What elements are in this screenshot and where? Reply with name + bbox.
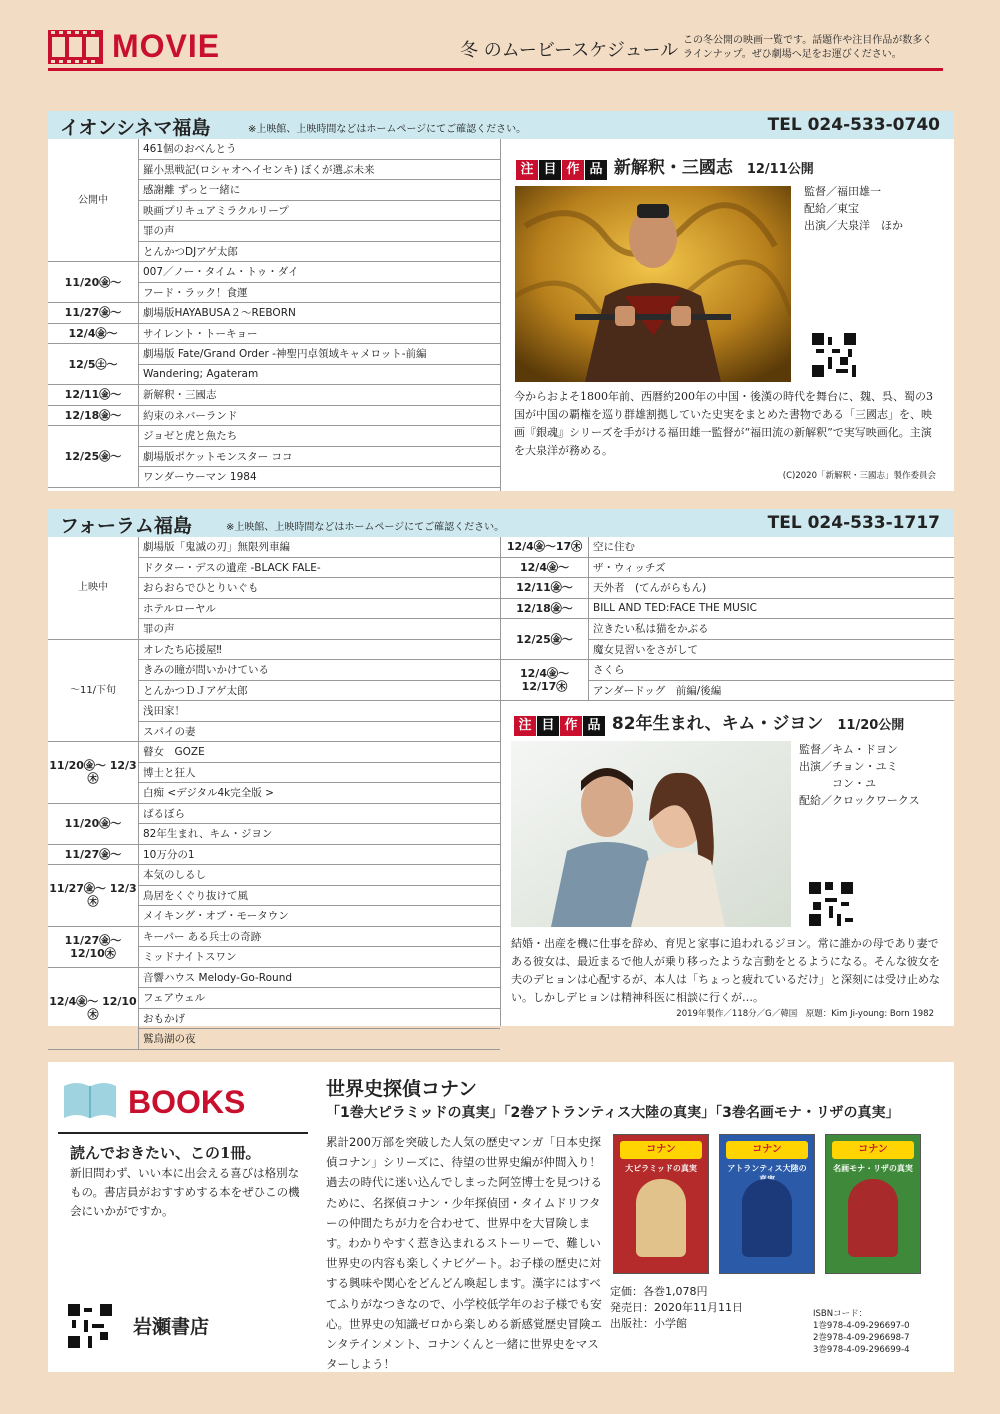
schedule-date: 11/20㊎〜 [48,262,139,303]
movie-title: 浅田家！ [139,701,501,722]
schedule-row [48,426,500,447]
schedule-date: 12/11㊎〜 [48,385,139,406]
book-subtitle: 「1巻大ピラミッドの真実」「2巻アトランティス大陸の真実」「3巻名画モナ・リザの真実」 [326,1105,900,1121]
movie-title: 空に住む [589,537,955,557]
schedule-date: 11/20㊎〜 [48,803,139,844]
featured-badge: 品 [583,716,605,736]
schedule-row [501,619,954,640]
schedule-date: 12/5㊏〜 [48,344,139,385]
schedule-row [48,385,500,406]
movie-title: とんかつDJアゲ太郎 [139,241,501,262]
movie-title: きみの瞳が問いかけている [139,660,501,681]
movie-title: さくら [589,660,955,681]
schedule-row [48,344,500,365]
schedule-date: 11/27㊎〜 [48,303,139,324]
theater-tel[interactable]: TEL 024-533-1717 [767,513,940,533]
forum-schedule-table-right [501,537,954,701]
movie-title: 10万分の1 [139,844,501,865]
movie-title: とんかつＤＪアゲ太郎 [139,680,501,701]
movie-title: 劇場版「鬼滅の刃」無限列車編 [139,537,501,557]
featured-badge: 目 [539,160,561,180]
schedule-date: 12/4㊎〜 [48,323,139,344]
header-description: この冬公開の映画一覧です。話題作や注目作品が数多く ラインナップ。ぜひ劇場へ足をお運びください。 [683,35,933,60]
movie-title: ばるぼら [139,803,501,824]
schedule-date: 11/20㊎〜 12/3㊍ [48,742,139,804]
movie-title: BILL AND TED:FACE THE MUSIC [589,598,955,619]
schedule-row [48,926,500,947]
movie-title: 映画プリキュアミラクルリープ [139,200,501,221]
theater-note: ※上映館、上映時間などはホームページにてご確認ください。 [226,522,505,533]
featured-credits: 監督／キム・ドヨン 出演／チョン・ユミ コン・ユ 配給／クロックワークス [799,743,920,807]
movie-title: Wandering; Agateram [139,364,501,385]
schedule-subtitle: 冬 のムービースケジュール [460,40,679,61]
theater-note: ※上映館、上映時間などはホームページにてご確認ください。 [248,124,527,135]
aeon-schedule-table [48,139,500,488]
schedule-row [48,323,500,344]
movie-title: 鳥居をくぐり抜けて風 [139,885,501,906]
books-panel [48,1062,954,1372]
books-lead: 読んでおきたい、この1冊。 [70,1144,261,1162]
movie-title: 461個のおべんとう [139,139,501,159]
open-book-icon [62,1080,118,1120]
schedule-date: 12/4㊎〜 12/10㊍ [48,967,139,1049]
schedule-row [48,742,500,763]
movie-title: メイキング・オブ・モータウン [139,906,501,927]
qr-code-icon[interactable] [812,333,856,377]
book-cover-vol2: コナン アトランティス大陸の [719,1134,815,1274]
aeon-cinema-header [48,111,954,139]
aeon-cinema-panel [48,111,954,491]
book-title: 世界史探偵コナン [326,1078,478,1100]
movie-title: フェアウェル [139,988,501,1009]
movie-title: 本気のしるし [139,865,501,886]
schedule-row [501,537,954,557]
schedule-date: 12/18㊎〜 [48,405,139,426]
movie-logo [48,28,243,68]
schedule-date: 12/4㊎〜 [501,557,589,578]
featured-release-date: 12/11公開 [746,162,814,177]
book-isbn: ISBNコード： 1巻978-4-09-296697-0 2巻978-4-09-296698-7 3巻978-4-09-296699-4 [813,1309,910,1355]
movie-title: おらおらでひとりいぐも [139,578,501,599]
schedule-date: 11/27㊎〜 12/10㊍ [48,926,139,967]
theater-name: フォーラム福島 [60,515,192,537]
movie-title: 劇場版HAYABUSA２〜REBORN [139,303,501,324]
film-strip-icon [48,30,103,64]
movie-title: スパイの妻 [139,721,501,742]
movie-title: 感謝離 ずっと一緒に [139,180,501,201]
movie-title: ワンダーウーマン 1984 [139,467,501,488]
featured-synopsis: 結婚・出産を機に仕事を辞め、育児と家事に追われるジヨン。常に誰かの母であり妻である彼女は、最近まるで他人が乗り移ったような言動をとるようになる。そんな彼女を夫のデヒョンは心配するが、本人は「ちょっと疲れているだけ」と深刻には受け止めない。しかしデヒョンは精神科医に相談に行くが…。 [511,937,940,1004]
schedule-date: 11/27㊎〜 [48,844,139,865]
featured-poster-image [515,186,791,382]
schedule-date: 12/25㊎〜 [501,619,589,660]
schedule-row [48,537,500,557]
featured-badge: 注 [516,160,538,180]
schedule-row [48,967,500,988]
movie-title: ドクター・デスの遺産 -BLACK FALE- [139,557,501,578]
movie-title: 瞽女 GOZE [139,742,501,763]
movie-title: アンダードッグ 前編/後編 [589,680,955,701]
movie-title: 博士と狂人 [139,762,501,783]
schedule-row [48,303,500,324]
books-intro: 新旧問わず、いい本に出会える喜びは格別なもの。書店員がおすすめする本をぜひこの機会にいかがですか。 [70,1166,300,1218]
movie-title: ジョゼと虎と魚たち [139,426,501,447]
movie-title: 82年生まれ、キム・ジヨン [139,824,501,845]
featured-release-date: 11/20公開 [837,718,905,733]
bookstore-name: 岩瀬書店 [133,1316,210,1338]
movie-title: 音響ハウス Melody-Go-Round [139,967,501,988]
qr-code-icon[interactable] [809,882,853,926]
header-rule [48,68,943,71]
book-description: 累計200万部を突破した人気の歴史マンガ「日本史探偵コナン」シリーズに、待望の世界史編が仲間入り！過去の時代に迷い込んでしまった阿笠博士を見つけるために、名探偵コナン・少年探偵団・タイムドリフターの仲間たちが力を合わせて、世界中を大冒険します。わかりやすく惹き込まれるストーリーで、難しい世界史の内容も楽しくナビゲート。お子様の歴史に対する興味や関心をどんどん喚起します。漢字にはすべてふりがなつきなので、小学校低学年のお子様でも安心。世界史の知識ゼロから楽しめる新感覚歴史冒険エンタテインメント、コナンくんと一緒に世界史をマスターしよう！ [326,1135,602,1372]
forum-fukushima-panel [48,509,954,1046]
schedule-row [501,557,954,578]
schedule-row [501,598,954,619]
schedule-row [501,660,954,681]
movie-title: おもかげ [139,1008,501,1029]
movie-title: 羅小黒戦記(ロシャオヘイセンキ) ぼくが選ぶ未来 [139,159,501,180]
schedule-date: 公開中 [48,139,139,262]
aeon-featured-heading [516,153,814,180]
theater-tel[interactable]: TEL 024-533-0740 [767,115,940,135]
schedule-date: 12/25㊎〜 [48,426,139,488]
schedule-row [501,578,954,599]
featured-credits: 監督／福田雄一 配給／東宝 出演／大泉洋 ほか [804,185,903,232]
movie-title: 泣きたい私は猫をかぶる [589,619,955,640]
movie-title: ミッドナイトスワン [139,947,501,968]
movie-title: 劇場版 Fate/Grand Order -神聖円卓領域キャメロット-前編 [139,344,501,365]
movie-title: 劇場版ポケットモンスター ココ [139,446,501,467]
movie-title: フード・ラック！食運 [139,282,501,303]
schedule-date: 〜11/下旬 [48,639,139,742]
books-heading: BOOKS [128,1084,246,1120]
featured-synopsis: 今からおよそ1800年前、西暦約200年の中国・後漢の時代を舞台に、魏、呉、蜀の3国が中国の覇権を巡り群雄割拠していた史実をまとめた書物である「三國志」を、映画『銀魂』シリーズを手がける福田雄一監督が“福田流の新解釈”で実写映画化。主演を大泉洋が務める。 [514,390,933,457]
movie-title: 白痴 <デジタル4k完全版 > [139,783,501,804]
schedule-row [48,844,500,865]
forum-header [48,509,954,537]
featured-poster-image [511,741,791,927]
movie-title: サイレント・トーキョー [139,323,501,344]
featured-copyright: (C)2020「新解釈・三國志」製作委員会 [782,471,936,481]
featured-badge: 注 [514,716,536,736]
movie-title: 罪の声 [139,619,501,640]
forum-schedule-table-left [48,537,500,1050]
featured-title: 新解釈・三國志 [613,158,733,178]
movie-title: 新解釈・三國志 [139,385,501,406]
schedule-date: 12/18㊎〜 [501,598,589,619]
movie-title: ホテルローヤル [139,598,501,619]
schedule-date: 上映中 [48,537,139,639]
books-rule [58,1132,308,1134]
qr-code-icon[interactable] [68,1304,112,1348]
featured-title: 82年生まれ、キム・ジヨン [611,714,824,734]
movie-title: 魔女見習いをさがして [589,639,955,660]
theater-name: イオンシネマ福島 [60,117,211,139]
movie-title: 罪の声 [139,221,501,242]
book-cover-vol3: コナン 名画モナ・リザの真実 [825,1134,921,1274]
schedule-date: 12/11㊎〜 [501,578,589,599]
featured-production-info: 2019年製作／118分／G／韓国 原題：Kim Ji-young: Born 1982 [676,1009,934,1019]
movie-title: 007／ノー・タイム・トゥ・ダイ [139,262,501,283]
movie-title: 天外者 (てんがらもん) [589,578,955,599]
movie-title: オレたち応援屋‼ [139,639,501,660]
schedule-row [48,803,500,824]
featured-badge: 品 [585,160,607,180]
featured-badge: 目 [537,716,559,736]
movie-heading: MOVIE [112,28,221,64]
column-divider [500,139,501,491]
schedule-date: 11/27㊎〜 12/3㊍ [48,865,139,927]
movie-title: ザ・ウィッチズ [589,557,955,578]
schedule-date: 12/4㊎〜 12/17㊍ [501,660,589,701]
schedule-row [48,405,500,426]
schedule-date: 12/4㊎〜17㊍ [501,537,589,557]
schedule-row [48,139,500,159]
book-info: 定価：各巻1,078円 発売日：2020年11月11日 出版社：小学館 [610,1285,743,1330]
forum-featured-heading [514,709,904,736]
featured-badge: 作 [562,160,584,180]
movie-title: 約束のネバーランド [139,405,501,426]
movie-title: 鷲鳥湖の夜 [139,1029,501,1050]
book-cover-vol1: コナン 大ピラミッドの真実 [613,1134,709,1274]
schedule-row [48,639,500,660]
schedule-row [48,262,500,283]
movie-title: キーパー ある兵士の奇跡 [139,926,501,947]
featured-badge: 作 [560,716,582,736]
schedule-row [48,865,500,886]
